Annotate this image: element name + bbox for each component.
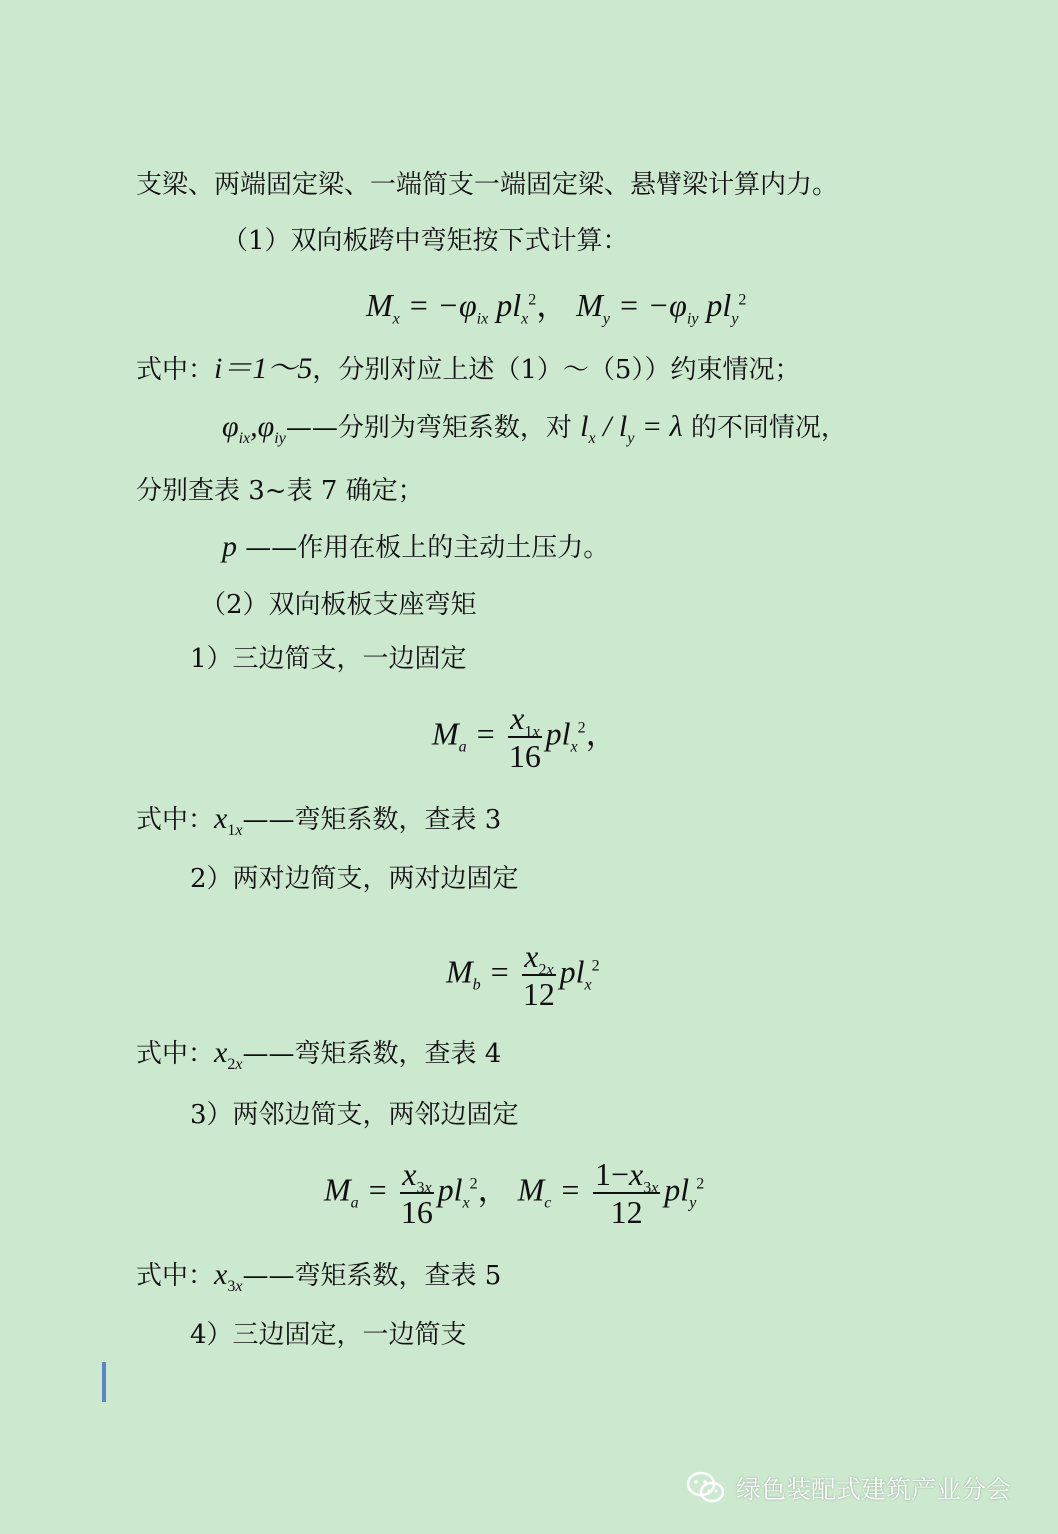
- cases-text: 的不同情况，: [690, 413, 847, 443]
- paragraph-6: [222, 530, 609, 565]
- equation-midspan-moments: $M_x = -\varphi_{ix}$ $pl_x^2$， $M_y = -\varphi_{iy}$ $pl_y^2$: [366, 287, 747, 328]
- constraint-text: ，分别对应上述（1）～（5））约束情况；: [312, 355, 801, 385]
- paragraph-13: 式中：$x_{3x}——$弯矩系数，查表 5: [136, 1258, 502, 1295]
- footer-watermark: [686, 1470, 1011, 1506]
- where-label: 式中：: [136, 355, 215, 385]
- paragraph-9: 式中：$x_{1x}——$弯矩系数，查表 3: [136, 802, 502, 839]
- paragraph-1: 支梁、两端固定梁、一端简支一端固定梁、悬臂梁计算内力。: [136, 170, 839, 200]
- paragraph-14: 4）三边固定，一边简支: [190, 1320, 467, 1350]
- coefficient-table-5: ——弯矩系数，查表 5: [242, 1261, 502, 1291]
- paragraph-10: 2）两对边简支，两对边固定: [190, 864, 519, 894]
- eq2-denominator: 16: [508, 738, 541, 774]
- soil-pressure-text: ——作用在板上的主动土压力。: [245, 533, 610, 563]
- where-label: 式中：: [136, 1039, 215, 1069]
- where-label: 式中：: [136, 1261, 215, 1291]
- eq4-separator: ，: [477, 1171, 510, 1208]
- wechat-icon: [686, 1470, 726, 1506]
- coefficient-table-4: ——弯矩系数，查表 4: [242, 1039, 502, 1069]
- eq2-tail: ，: [585, 715, 618, 752]
- paragraph-8: 1）三边简支，一边固定: [190, 644, 467, 674]
- paragraph-4: $\varphi_{ix},\varphi_{iy}——$分别为弯矩系数，对 $l_x / l_y = \lambda$ 的不同情况，: [222, 410, 847, 447]
- brand-name: 绿色装配式建筑产业分会: [736, 1475, 1012, 1504]
- equation-ma-mc-adjacent-sides: $M_a$ = $\frac{x_{3x}}{16}$ $pl_x^2$， $M_c$ = $\frac{1-x_{3x}}{12}$ $pl_y^2$: [324, 1156, 705, 1230]
- p-symbol: p: [222, 530, 237, 563]
- eq3-denominator: 12: [522, 976, 555, 1012]
- paragraph-2: （1）双向板跨中弯矩按下式计算：: [222, 226, 629, 256]
- paragraph-12: 3）两邻边简支，两邻边固定: [190, 1100, 519, 1130]
- equation-ma-three-sides: $M_a$ = $\frac{x_{1x}}{16}$ $pl_x^2$，: [432, 700, 618, 774]
- coefficient-text: ——分别为弯矩系数，对: [285, 413, 572, 443]
- paragraph-5: 分别查表 3~表 7 确定；: [136, 476, 424, 506]
- equation-mb-opposite-sides: $M_b$ = $\frac{x_{2x}}{12}$ $pl_x^2$: [446, 938, 600, 1012]
- eq1-separator: ，: [536, 287, 569, 323]
- eq4-denominator-2: 12: [610, 1194, 643, 1230]
- i-range: i＝1～5: [214, 352, 313, 385]
- where-label: 式中：: [136, 805, 215, 835]
- coefficient-table-3: ——弯矩系数，查表 3: [242, 805, 502, 835]
- text-cursor: [102, 1362, 106, 1402]
- paragraph-11: 式中：$x_{2x}——$弯矩系数，查表 4: [136, 1036, 502, 1073]
- eq4-denominator-1: 16: [400, 1194, 433, 1230]
- paragraph-7: （2）双向板板支座弯矩: [200, 590, 477, 620]
- paragraph-3: [136, 352, 800, 387]
